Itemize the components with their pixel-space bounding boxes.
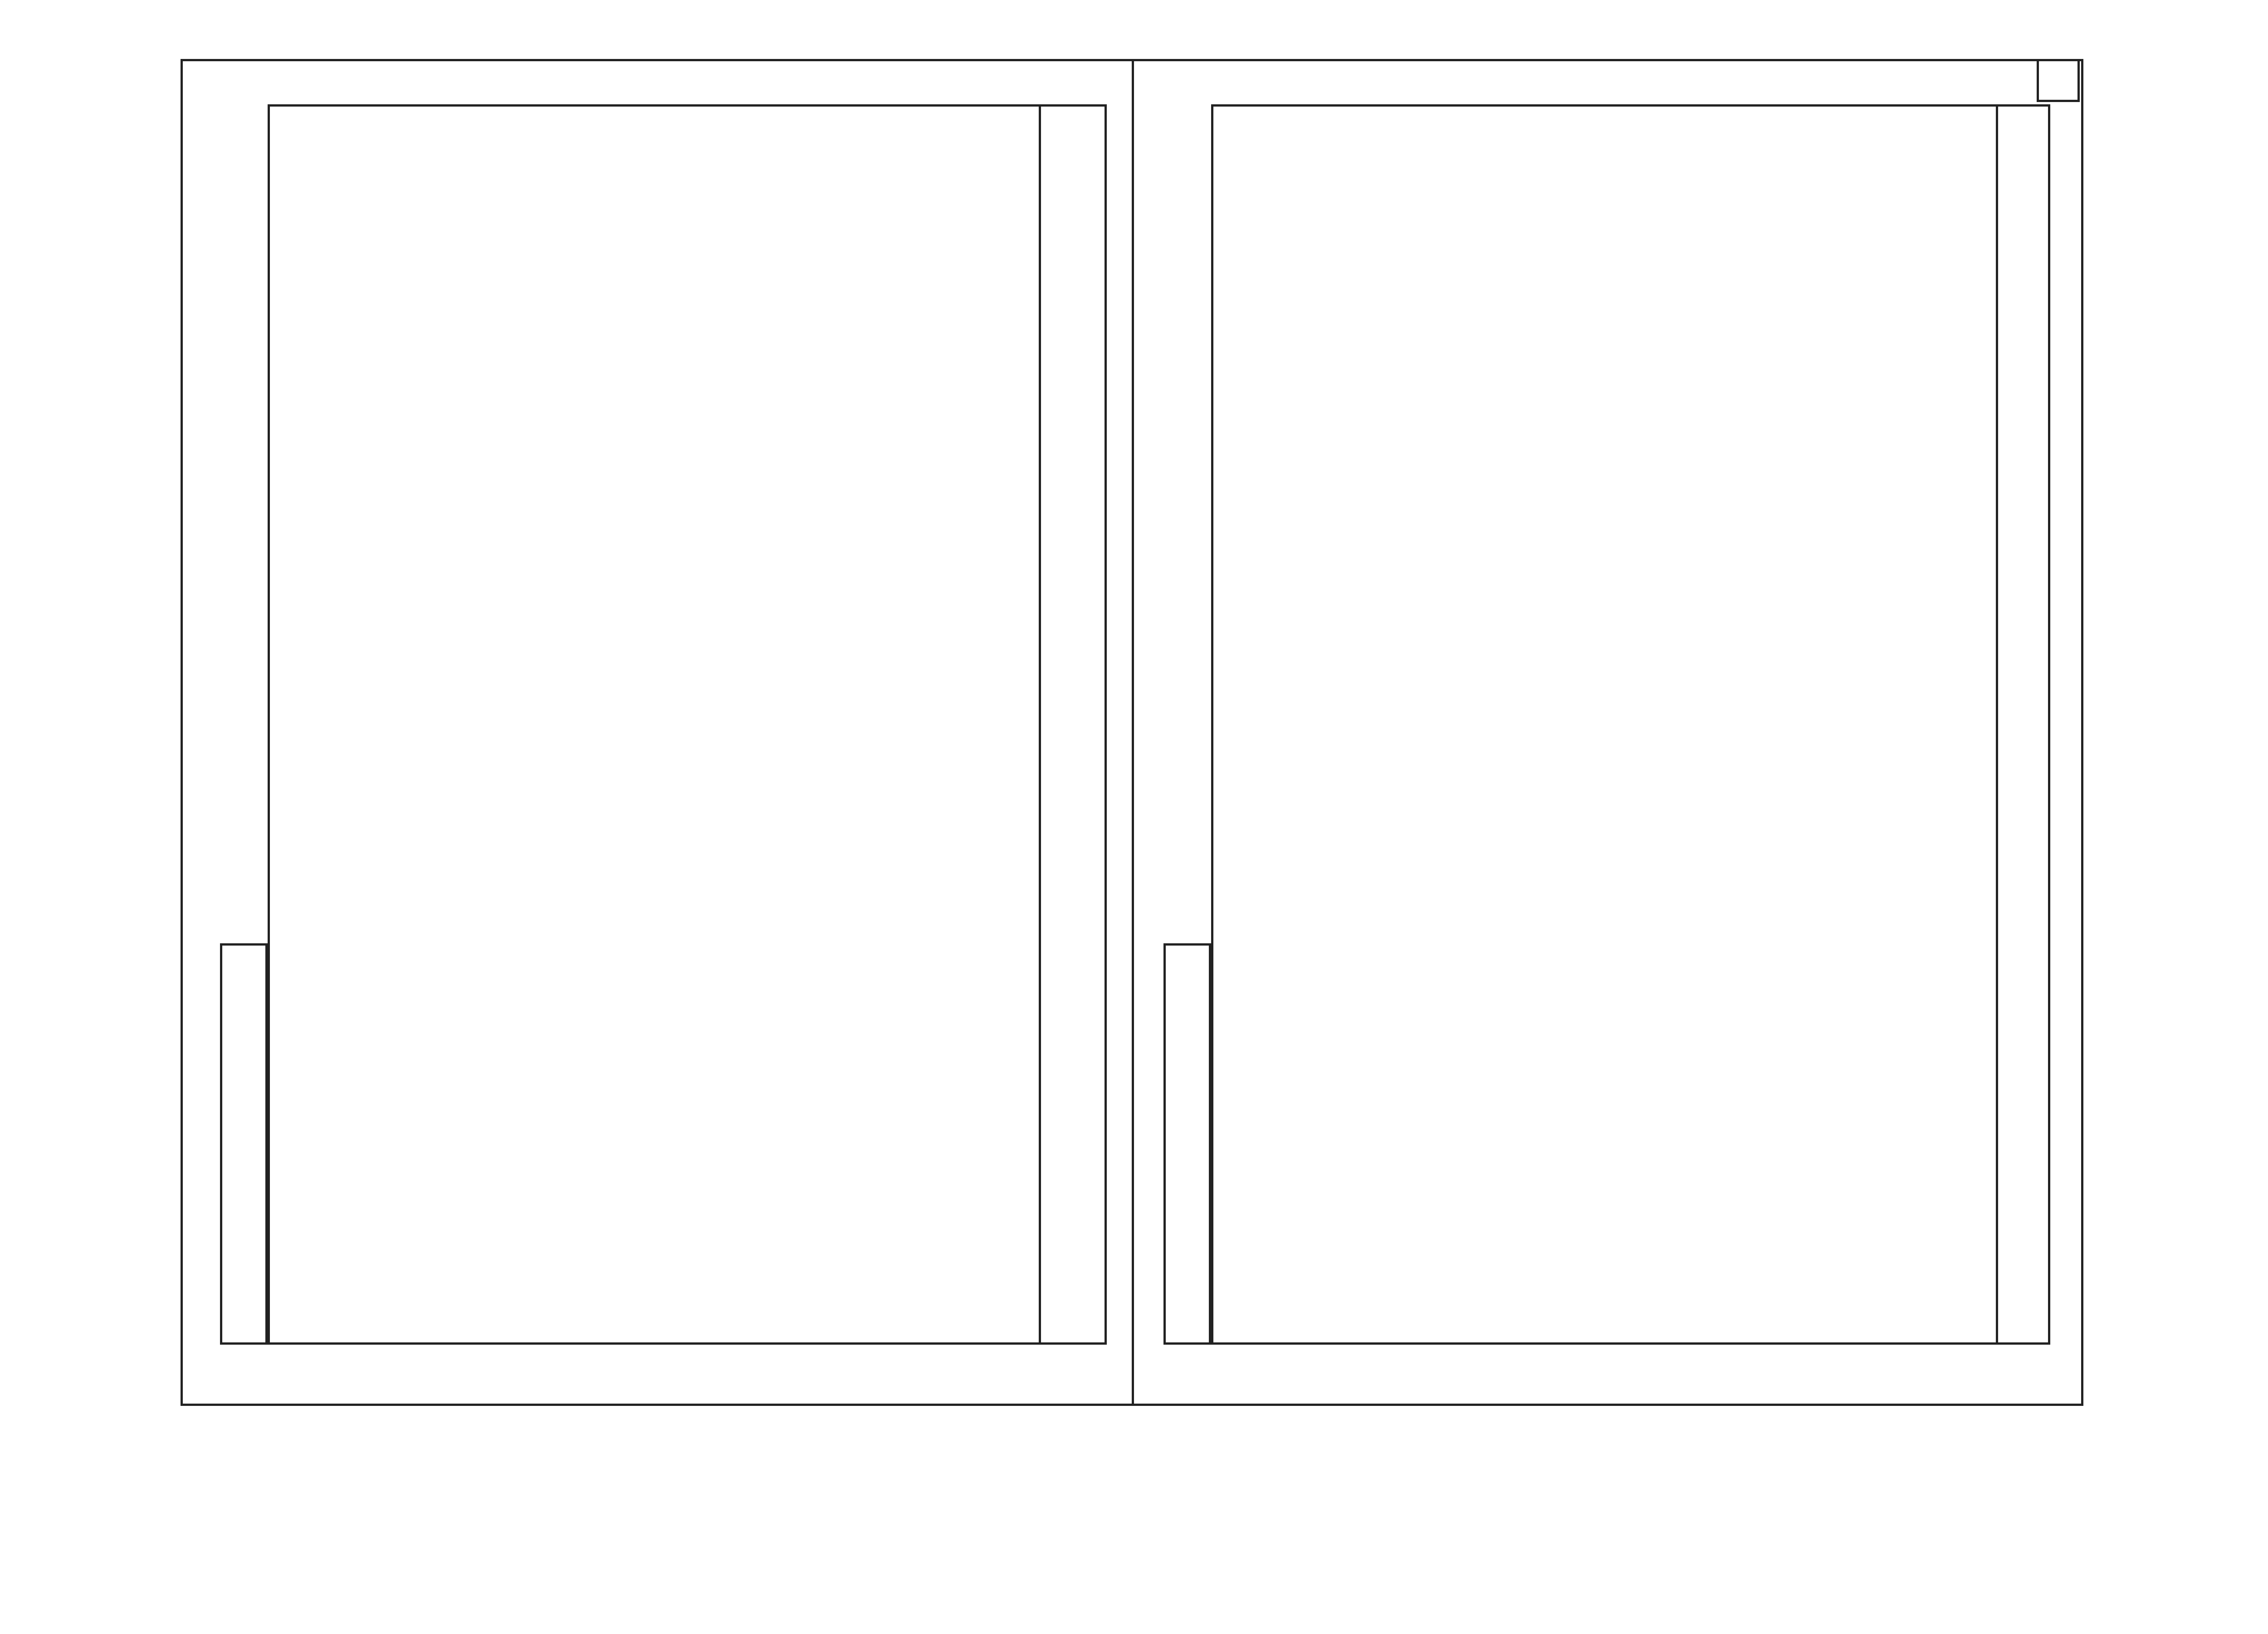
center-divider: [1132, 59, 1134, 1404]
page-number-box: [2037, 59, 2080, 102]
sheet4-title-block: [1996, 104, 2050, 1345]
sheet4-form: [1211, 104, 2050, 1345]
sheet4-side-stamp: [1163, 943, 1211, 1345]
sheet3-form: [268, 104, 1107, 1345]
sheet3-side-stamp: [220, 943, 268, 1345]
sheet3-title-block: [1039, 104, 1107, 1345]
